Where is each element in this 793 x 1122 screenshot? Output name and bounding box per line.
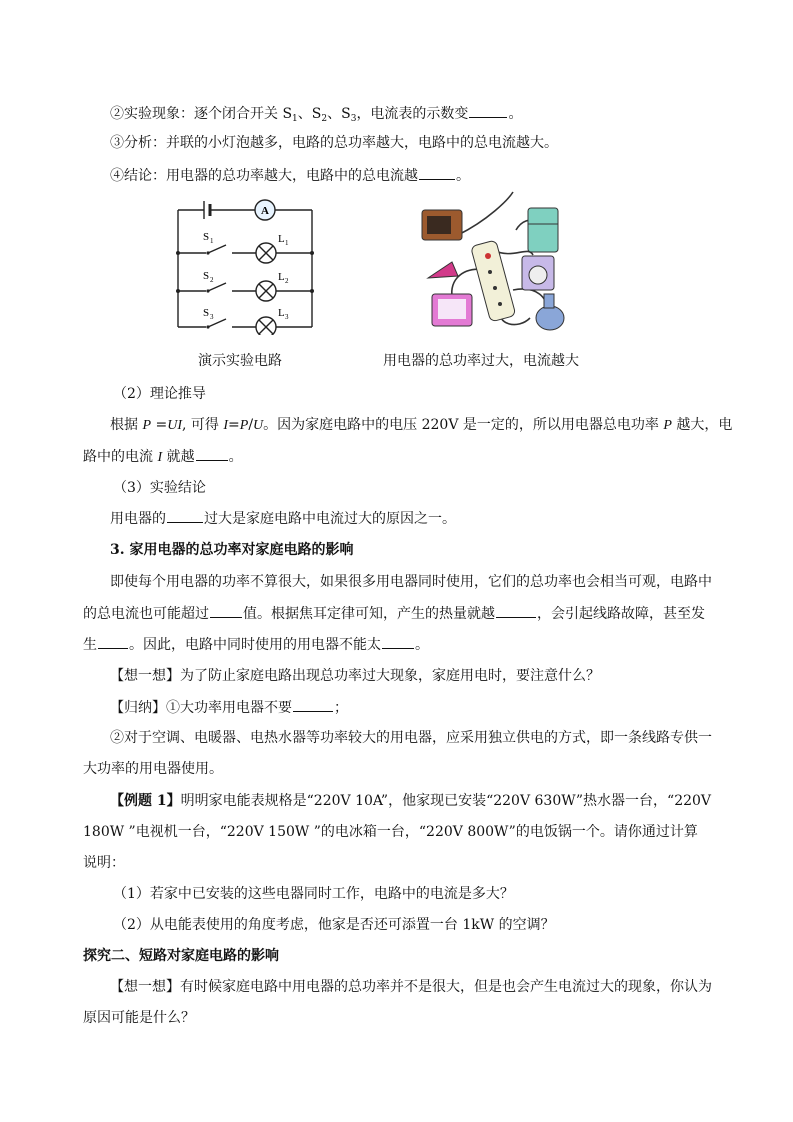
circuit-diagram [170,190,320,335]
answer-blank[interactable] [293,697,333,712]
lamp-label-1: L [278,233,285,245]
summary-2-line-1: ②对于空调、电暖器、电热水器等功率较大的用电器，应采用独立供电的方式，即一条线路专供一 [110,730,712,746]
think-one: 【想一想】为了防止家庭电路出现总功率过大现象，家庭用电时，要注意什么？ [110,668,600,684]
svg-text:2: 2 [285,277,289,285]
example-line-3: 说明： [83,855,125,871]
power-strip-icon [471,240,516,322]
vacuum-cleaner-icon [536,294,564,330]
switch-label-2: S [203,270,210,282]
section-3-para-1: 即使每个用电器的功率不算很大，如果很多用电器同时使用，它们的总功率也会相当可观，电路中 [110,574,712,590]
branch-2 [178,281,312,301]
washing-machine-icon [522,256,554,290]
answer-blank[interactable] [419,165,455,180]
answer-blank[interactable] [382,634,414,649]
think-two-line-1: 【想一想】有时候家庭电路中用电器的总功率并不是很大，但是也会产生电流过大的现象，你认为 [110,979,712,995]
observation-line: ②实验现象：逐个闭合开关 $S_1$、$S_2$、$S_3$，电流表的示数变 。 [110,103,793,129]
section-3-para-3: 生 。因此，电路中同时使用的用电器不能太 。 [83,634,793,655]
section-3-para-2: 的总电流也可能超过 值。根据焦耳定律可知，产生的热量就越 ，会引起线路故障，甚至发 [83,603,793,624]
example-question-1: （1）若家中已安装的这些电器同时工作，电路中的电流是多大？ [113,886,514,902]
explore-2-title: 探究二、短路对家庭电路的影响 [83,948,279,964]
answer-blank[interactable] [496,603,536,618]
answer-blank[interactable] [469,103,507,118]
answer-blank[interactable] [167,508,203,523]
example-line-2: 180W ”电视机一台，“220V 150W ”的电冰箱一台，“220V 800W”的电饭锅一个。请你通过计算 [83,824,698,840]
answer-blank[interactable] [210,603,242,618]
lamp-label-3: L [278,307,285,319]
illustration-caption: 用电器的总功率过大，电流越大 [383,353,579,369]
answer-blank[interactable] [98,634,128,649]
conclusion-heading: （3）实验结论 [113,480,206,496]
example-question-2: （2）从电能表使用的角度考虑，他家是否还可添置一台 1kW 的空调？ [113,917,555,933]
section-3-title: 3. 家用电器的总功率对家庭电路的影响 [110,542,354,558]
theory-heading: （2）理论推导 [113,386,206,402]
answer-blank[interactable] [196,446,228,461]
refrigerator-icon [528,208,558,252]
conclusion-text: 用电器的 过大是家庭电路中电流过大的原因之一。 [110,508,793,529]
svg-text:1: 1 [285,239,289,247]
svg-text:3: 3 [210,313,214,321]
svg-text:2: 2 [210,276,214,284]
switch-label-1: S [203,231,210,243]
circuit-caption: 演示实验电路 [198,353,282,369]
svg-text:3: 3 [285,313,289,321]
summary-line: 【归纳】①大功率用电器不要 ； [110,697,793,718]
theory-line-1: 根据 P =UI, 可得 I=P/U。因为家庭电路中的电压 220V 是一定的，所以用电器总电功率 P 越大，电 [110,417,733,433]
microwave-icon [422,210,462,240]
conclusion-line: ④结论：用电器的总功率越大，电路中的总电流越 。 [110,165,793,186]
theory-line-2: 路中的电流 I 就越 。 [83,446,793,468]
ammeter-label: A [261,205,269,217]
summary-2-line-2: 大功率的用电器使用。 [83,761,223,777]
analysis-line: ③分析：并联的小灯泡越多，电路的总功率越大，电路中的总电流越大。 [110,135,558,151]
switch-label-3: S [203,307,210,319]
iron-icon [428,262,458,278]
branch-1 [178,243,312,263]
think-two-line-2: 原因可能是什么？ [83,1010,195,1026]
appliance-illustration [418,190,573,340]
branch-3 [178,317,312,335]
lamp-label-2: L [278,271,285,283]
example-line-1: 【例题 1】明明家电能表规格是“220V 10A”，他家现已安装“220V 630W”热水器一台，“220V [110,793,712,809]
television-icon [432,294,472,326]
svg-text:1: 1 [210,237,214,245]
